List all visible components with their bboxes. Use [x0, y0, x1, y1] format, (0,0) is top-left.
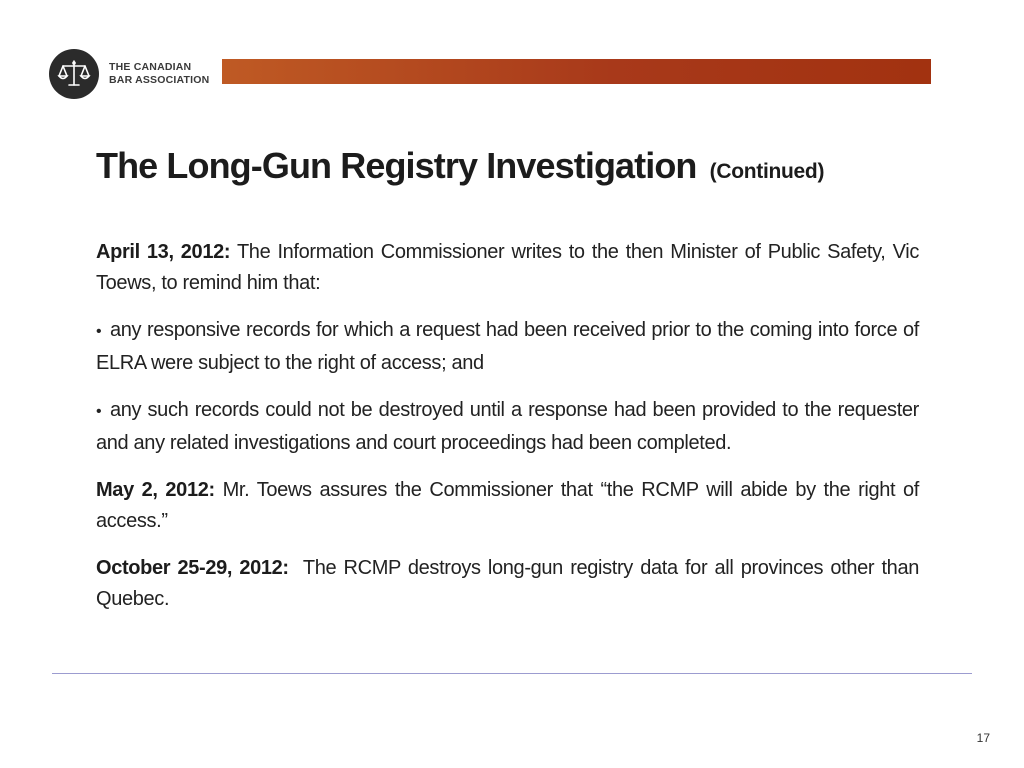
- bullet-item: [96, 315, 919, 378]
- bullet-icon: •: [96, 323, 102, 340]
- slide-title: [96, 145, 824, 187]
- bullet-text: any such records could not be destroyed until a response had been provided to the requester and any related investigations and court proceedings had been completed.: [96, 399, 919, 454]
- cba-logo: [49, 49, 209, 99]
- bullet-text: any responsive records for which a request had been received prior to the coming into force of ELRA were subject to the right of access; and: [96, 319, 919, 374]
- page-number: 17: [976, 731, 990, 745]
- slide-title-sub: (Continued): [709, 160, 825, 183]
- brand-bar: [222, 59, 931, 84]
- entry-text: The Information Commissioner writes to the then Minister of Public Safety, Vic Toews, to remind him that:: [96, 241, 919, 294]
- timeline-entry: [96, 475, 919, 536]
- logo-wordmark: [109, 61, 209, 87]
- logo-line-2: BAR ASSOCIATION: [109, 74, 210, 86]
- slide-body: [96, 237, 919, 631]
- entry-date: October 25-29, 2012:: [96, 557, 289, 579]
- footer-divider: [52, 673, 972, 674]
- scales-of-justice-icon: [49, 49, 99, 99]
- entry-date: May 2, 2012:: [96, 479, 215, 501]
- slide-title-main: The Long-Gun Registry Investigation: [96, 145, 697, 186]
- bullet-icon: •: [96, 403, 102, 420]
- logo-line-1: THE CANADIAN: [109, 61, 192, 73]
- timeline-entry: [96, 553, 919, 614]
- entry-text: The RCMP destroys long-gun registry data for all provinces other than Quebec.: [96, 557, 919, 610]
- bullet-item: [96, 395, 919, 458]
- timeline-entry: [96, 237, 919, 298]
- entry-text: Mr. Toews assures the Commissioner that “the RCMP will abide by the right of access.”: [96, 479, 919, 532]
- entry-date: April 13, 2012:: [96, 241, 231, 263]
